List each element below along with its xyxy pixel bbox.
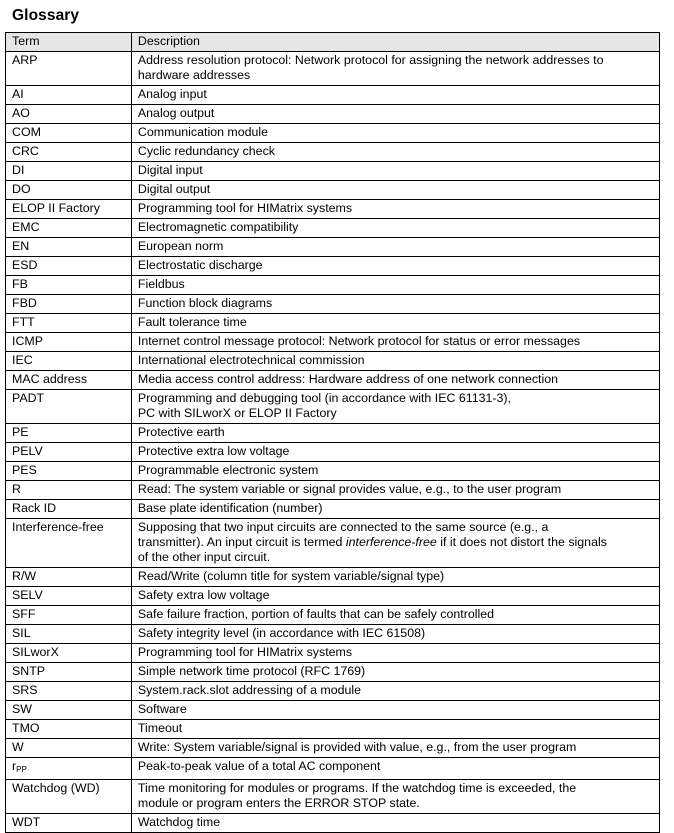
description-cell: Analog input: [131, 86, 659, 105]
description-cell: Media access control address: Hardware address of one network connection: [131, 371, 659, 390]
description-cell: Internet control message protocol: Network protocol for status or error messages: [131, 333, 659, 352]
table-row: [6, 390, 660, 424]
table-row: [6, 780, 660, 814]
term-text: PADT: [12, 391, 45, 405]
description-column-header: Description: [131, 33, 659, 52]
term-subscript: PP: [16, 765, 27, 774]
term-cell: [6, 143, 132, 162]
description-cell: Address resolution protocol: Network protocol for assigning the network addresses to hardware addresses: [131, 52, 659, 86]
table-row: [6, 124, 660, 143]
term-text: AO: [12, 106, 30, 120]
term-cell: [6, 181, 132, 200]
description-cell: Programming and debugging tool (in accordance with IEC 61131-3), PC with SILworX or ELOP II Factory: [131, 390, 659, 424]
description-cell: Electromagnetic compatibility: [131, 219, 659, 238]
description-cell: European norm: [131, 238, 659, 257]
table-row: [6, 371, 660, 390]
table-row: [6, 200, 660, 219]
term-text: FBD: [12, 296, 37, 310]
term-text: IEC: [12, 353, 33, 367]
table-header-row: [6, 33, 660, 52]
term-cell: [6, 333, 132, 352]
term-cell: [6, 162, 132, 181]
term-cell: [6, 625, 132, 644]
table-row: [6, 568, 660, 587]
table-row: [6, 500, 660, 519]
table-row: [6, 443, 660, 462]
table-row: [6, 587, 660, 606]
term-text: TMO: [12, 721, 40, 735]
description-cell: Time monitoring for modules or programs. If the watchdog time is exceeded, the module or program enters the ERROR STOP state.: [131, 780, 659, 814]
term-text: PE: [12, 425, 29, 439]
term-text: WDT: [12, 815, 41, 829]
description-cell: Protective earth: [131, 424, 659, 443]
description-cell: Programming tool for HIMatrix systems: [131, 644, 659, 663]
term-text: R/W: [12, 569, 37, 583]
table-row: [6, 462, 660, 481]
term-text: SILworX: [12, 645, 59, 659]
table-row: [6, 238, 660, 257]
description-cell: Peak-to-peak value of a total AC component: [131, 758, 659, 780]
table-row: [6, 739, 660, 758]
table-row: [6, 481, 660, 500]
term-cell: [6, 257, 132, 276]
description-cell: [131, 519, 659, 568]
table-row: [6, 295, 660, 314]
term-cell: [6, 568, 132, 587]
description-cell: Base plate identification (number): [131, 500, 659, 519]
description-cell: Fault tolerance time: [131, 314, 659, 333]
term-cell: [6, 443, 132, 462]
term-cell: [6, 663, 132, 682]
table-row: [6, 644, 660, 663]
term-text: FB: [12, 277, 28, 291]
description-cell: Read/Write (column title for system variable/signal type): [131, 568, 659, 587]
table-row: [6, 105, 660, 124]
term-text: r: [12, 759, 17, 773]
term-cell: [6, 462, 132, 481]
term-cell: [6, 606, 132, 625]
table-row: [6, 682, 660, 701]
term-text: CRC: [12, 144, 39, 158]
table-row: [6, 606, 660, 625]
glossary-table: [5, 32, 660, 833]
term-text: FTT: [12, 315, 35, 329]
term-cell: [6, 739, 132, 758]
term-text: EN: [12, 239, 30, 253]
term-cell: [6, 124, 132, 143]
description-text: if it does not distort the signals of the other input circuit.: [137, 535, 607, 564]
term-cell: [6, 390, 132, 424]
term-text: SW: [12, 702, 32, 716]
term-cell: [6, 371, 132, 390]
table-row: [6, 86, 660, 105]
description-cell: Watchdog time: [131, 814, 659, 833]
term-text: ELOP II Factory: [12, 201, 100, 215]
term-cell: [6, 52, 132, 86]
term-text: DO: [12, 182, 31, 196]
description-cell: Simple network time protocol (RFC 1769): [131, 663, 659, 682]
description-cell: Fieldbus: [131, 276, 659, 295]
description-cell: Analog output: [131, 105, 659, 124]
term-cell: [6, 238, 132, 257]
term-text: Interference-free: [12, 520, 104, 534]
table-row: [6, 219, 660, 238]
table-row: [6, 162, 660, 181]
description-cell: Software: [131, 701, 659, 720]
table-row: [6, 257, 660, 276]
description-cell: Electrostatic discharge: [131, 257, 659, 276]
term-column-header: Term: [6, 33, 132, 52]
term-text: SFF: [12, 607, 36, 621]
description-cell: Digital output: [131, 181, 659, 200]
table-row: [6, 352, 660, 371]
description-cell: Timeout: [131, 720, 659, 739]
description-cell: Read: The system variable or signal provides value, e.g., to the user program: [131, 481, 659, 500]
term-cell: [6, 519, 132, 568]
description-emphasis: interference-free: [345, 535, 437, 549]
description-cell: System.rack.slot addressing of a module: [131, 682, 659, 701]
term-cell: [6, 105, 132, 124]
table-row: [6, 314, 660, 333]
term-cell: [6, 780, 132, 814]
term-text: ICMP: [12, 334, 43, 348]
description-cell: Cyclic redundancy check: [131, 143, 659, 162]
term-text: Watchdog (WD): [12, 781, 100, 795]
term-cell: [6, 587, 132, 606]
term-cell: [6, 352, 132, 371]
table-row: [6, 519, 660, 568]
description-cell: Safety extra low voltage: [131, 587, 659, 606]
table-row: [6, 424, 660, 443]
term-text: DI: [12, 163, 25, 177]
table-row: [6, 276, 660, 295]
description-cell: Digital input: [131, 162, 659, 181]
description-cell: Programming tool for HIMatrix systems: [131, 200, 659, 219]
description-cell: Write: System variable/signal is provided with value, e.g., from the user program: [131, 739, 659, 758]
term-cell: [6, 314, 132, 333]
term-cell: [6, 219, 132, 238]
term-cell: [6, 200, 132, 219]
description-cell: Function block diagrams: [131, 295, 659, 314]
table-row: [6, 52, 660, 86]
term-text: MAC address: [12, 372, 88, 386]
term-text: PES: [12, 463, 37, 477]
term-cell: [6, 424, 132, 443]
description-text: Supposing that two input circuits are connected to the same source (e.g., a transmitter). An input circuit is termed: [137, 520, 549, 549]
term-cell: [6, 481, 132, 500]
description-cell: Safety integrity level (in accordance with IEC 61508): [131, 625, 659, 644]
term-text: PELV: [12, 444, 43, 458]
table-row: [6, 720, 660, 739]
term-text: ARP: [12, 53, 38, 67]
term-text: AI: [12, 87, 24, 101]
term-cell: [6, 500, 132, 519]
term-text: SELV: [12, 588, 43, 602]
term-cell: [6, 758, 132, 780]
table-row: [6, 181, 660, 200]
term-text: SIL: [12, 626, 31, 640]
term-cell: [6, 644, 132, 663]
term-text: W: [12, 740, 24, 754]
term-cell: [6, 295, 132, 314]
table-row: [6, 758, 660, 780]
term-cell: [6, 720, 132, 739]
term-cell: [6, 276, 132, 295]
description-cell: Safe failure fraction, portion of faults that can be safely controlled: [131, 606, 659, 625]
description-cell: International electrotechnical commission: [131, 352, 659, 371]
glossary-body: [6, 52, 660, 833]
term-text: EMC: [12, 220, 40, 234]
term-text: COM: [12, 125, 41, 139]
term-cell: [6, 682, 132, 701]
description-cell: Communication module: [131, 124, 659, 143]
term-text: R: [12, 482, 21, 496]
term-cell: [6, 701, 132, 720]
table-row: [6, 333, 660, 352]
description-cell: Protective extra low voltage: [131, 443, 659, 462]
table-row: [6, 663, 660, 682]
description-cell: Programmable electronic system: [131, 462, 659, 481]
term-text: SNTP: [12, 664, 46, 678]
table-row: [6, 143, 660, 162]
term-cell: [6, 86, 132, 105]
page-title: Glossary: [12, 7, 80, 24]
term-text: ESD: [12, 258, 38, 272]
table-row: [6, 701, 660, 720]
table-row: [6, 625, 660, 644]
term-text: Rack ID: [12, 501, 57, 515]
term-text: SRS: [12, 683, 38, 697]
